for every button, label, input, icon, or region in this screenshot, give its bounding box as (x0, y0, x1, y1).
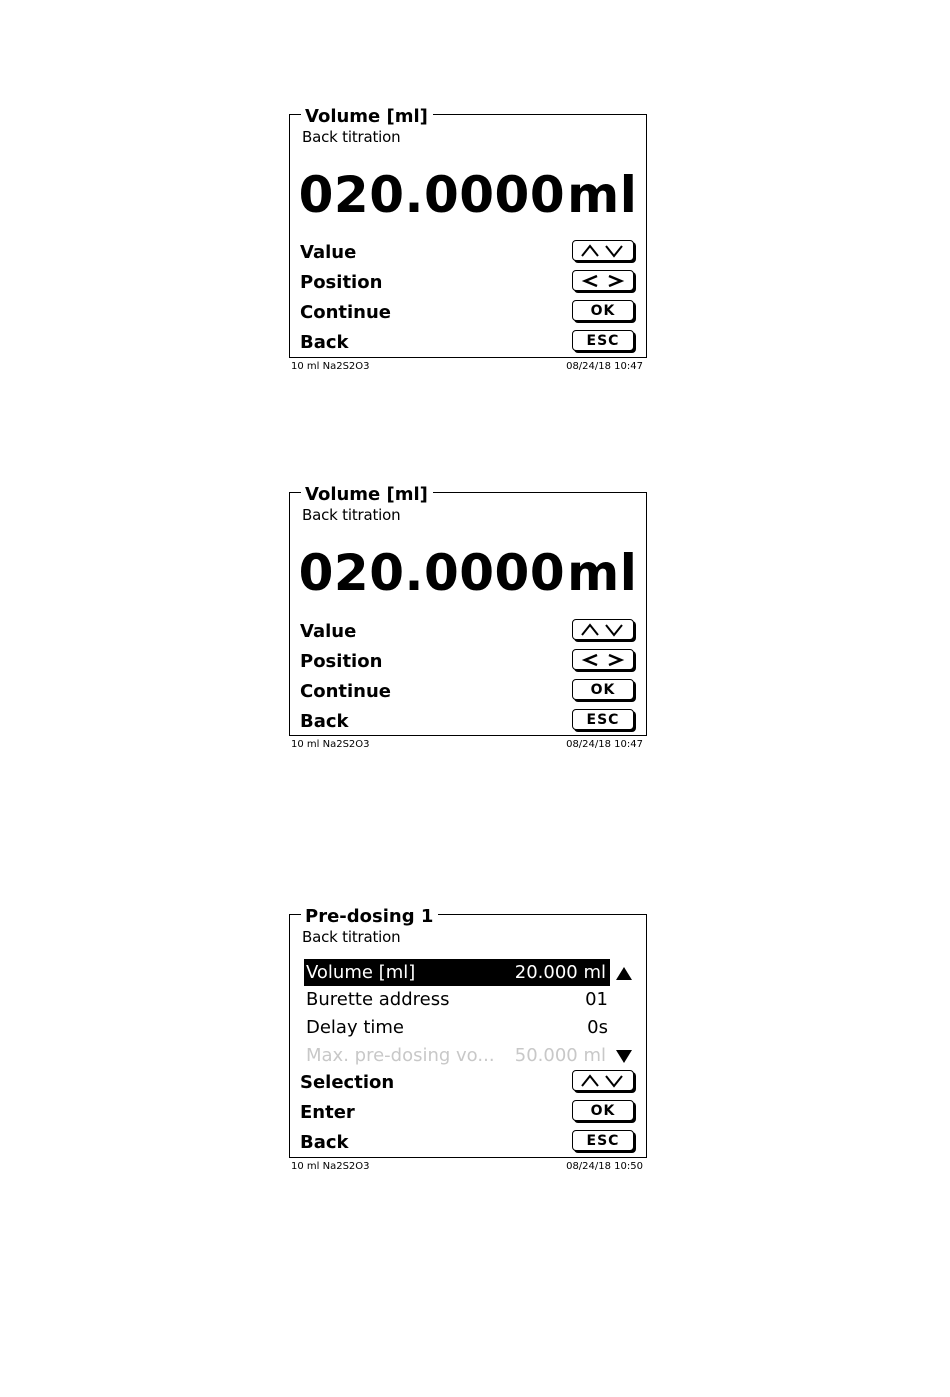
up-down-arrows-icon (579, 623, 627, 637)
triangle-down-icon[interactable] (614, 1046, 634, 1066)
up-down-key-button[interactable] (572, 619, 634, 640)
up-down-key-button[interactable] (572, 240, 634, 261)
triangle-up-icon[interactable] (614, 963, 634, 983)
up-down-arrows-icon (579, 244, 627, 258)
key-row-back (300, 707, 634, 737)
datetime-status: 08/24/18 10:47 (566, 739, 643, 750)
menu-item-label: Max. pre-dosing vo... (306, 1045, 495, 1066)
key-row-position (300, 268, 634, 298)
key-row-continue (300, 298, 634, 328)
key-label: Position (300, 651, 383, 672)
esc-key-button[interactable]: ESC (572, 1130, 634, 1151)
esc-key-button[interactable]: ESC (572, 709, 634, 730)
menu-item-delay-time[interactable] (304, 1014, 610, 1042)
key-label: Value (300, 242, 357, 263)
left-right-arrows-icon (579, 274, 627, 288)
menu-item-max-pre-dosing (304, 1042, 610, 1070)
menu-item-value: 01 (585, 989, 608, 1010)
up-down-arrows-icon (579, 1074, 627, 1088)
key-row-back (300, 1128, 634, 1158)
volume-value-display[interactable] (290, 165, 646, 225)
key-row-continue (300, 677, 634, 707)
key-label: Position (300, 272, 383, 293)
menu-item-value: 20.000 ml (514, 962, 606, 983)
menu-item-label: Burette address (306, 989, 450, 1010)
parameter-menu (304, 959, 616, 1070)
menu-item-value: 0s (587, 1017, 608, 1038)
left-right-key-button[interactable] (572, 649, 634, 670)
screen-subtitle: Back titration (302, 506, 401, 524)
screen-subtitle: Back titration (302, 128, 401, 146)
datetime-status: 08/24/18 10:47 (566, 361, 643, 372)
display-frame (289, 484, 647, 736)
reagent-status: 10 ml Na2S2O3 (291, 361, 370, 372)
screen-title: Volume [ml] (301, 485, 433, 505)
reagent-status: 10 ml Na2S2O3 (291, 739, 370, 750)
key-label: Value (300, 621, 357, 642)
left-right-arrows-icon (579, 653, 627, 667)
screen-title: Volume [ml] (301, 107, 433, 127)
key-row-value (300, 617, 634, 647)
menu-item-value: 50.000 ml (514, 1045, 606, 1066)
datetime-status: 08/24/18 10:50 (566, 1161, 643, 1172)
key-row-value (300, 238, 634, 268)
key-label: Continue (300, 302, 392, 323)
reagent-status: 10 ml Na2S2O3 (291, 1161, 370, 1172)
volume-number: 020.0000 (298, 544, 566, 602)
volume-value-display[interactable] (290, 543, 646, 603)
display-frame (289, 106, 647, 358)
display-frame (289, 906, 647, 1158)
key-label: Selection (300, 1072, 395, 1093)
key-label: Back (300, 1132, 349, 1153)
screen-title: Pre-dosing 1 (301, 907, 438, 927)
key-label: Continue (300, 681, 392, 702)
key-row-position (300, 647, 634, 677)
volume-number: 020.0000 (298, 166, 566, 224)
volume-unit: ml (567, 544, 638, 602)
key-row-enter (300, 1098, 634, 1128)
key-row-back (300, 328, 634, 358)
key-row-selection (300, 1068, 634, 1098)
key-label: Back (300, 711, 349, 732)
volume-unit: ml (567, 166, 638, 224)
menu-item-label: Delay time (306, 1017, 405, 1038)
screen-subtitle: Back titration (302, 928, 401, 946)
key-label: Enter (300, 1102, 355, 1123)
left-right-key-button[interactable] (572, 270, 634, 291)
menu-item-label: Volume [ml] (306, 962, 416, 983)
key-label: Back (300, 332, 349, 353)
ok-key-button[interactable]: OK (572, 1100, 634, 1121)
ok-key-button[interactable]: OK (572, 300, 634, 321)
up-down-key-button[interactable] (572, 1070, 634, 1091)
menu-item-volume[interactable] (304, 959, 610, 986)
ok-key-button[interactable]: OK (572, 679, 634, 700)
esc-key-button[interactable]: ESC (572, 330, 634, 351)
menu-item-burette-address[interactable] (304, 986, 610, 1014)
